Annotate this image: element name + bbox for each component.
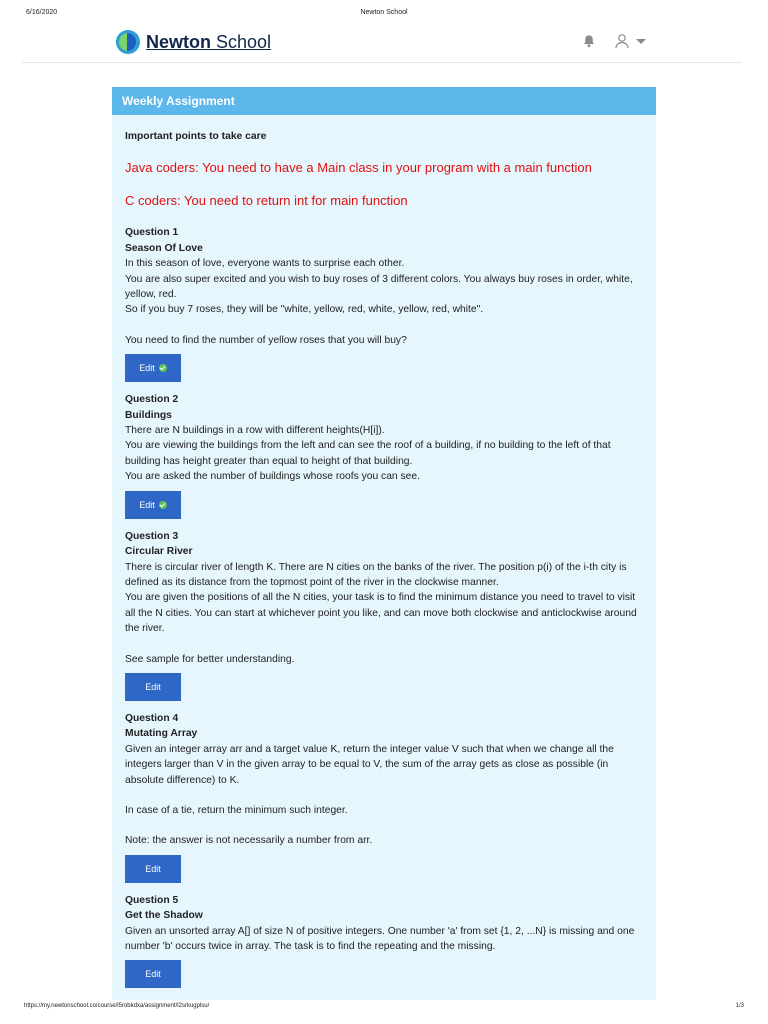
paragraph-gap	[125, 318, 642, 333]
user-icon	[614, 33, 630, 49]
question-number: Question 5	[125, 894, 179, 906]
check-circle-icon	[159, 501, 167, 509]
question-line: You are given the positions of all the N cities, your task is to find the minimum distance you need to travel to visit all the N cities. You can start at whichever point you like, and can move both clockwise and anticlockwise around the river.	[125, 592, 637, 635]
user-menu[interactable]	[614, 33, 646, 49]
print-url: https://my.newtonschool.co/course/l5robkdxa/assignment/l2srkugplsu/	[24, 1003, 210, 1009]
edit-button-label: Edit	[145, 681, 161, 692]
paragraph-gap	[125, 637, 642, 652]
question-title: Season Of Love	[125, 242, 203, 254]
question-text	[125, 560, 642, 667]
question-line: In case of a tie, return the minimum such integer.	[125, 804, 348, 816]
logo-icon	[116, 30, 140, 54]
question-title: Mutating Array	[125, 728, 198, 740]
question-title: Buildings	[125, 409, 172, 421]
question-line: So if you buy 7 roses, they will be "white, yellow, red, white, yellow, red, white".	[125, 304, 484, 316]
logo-link[interactable]	[116, 30, 271, 54]
question-2	[125, 392, 642, 528]
question-3	[125, 529, 642, 711]
question-number: Question 1	[125, 227, 179, 239]
question-text	[125, 924, 642, 955]
paragraph-gap	[125, 788, 642, 803]
question-line: In this season of love, everyone wants to surprise each other.	[125, 258, 405, 270]
edit-button[interactable]	[125, 354, 181, 382]
chevron-down-icon	[636, 39, 646, 44]
question-list	[125, 225, 642, 998]
print-title: Newton School	[360, 9, 408, 16]
print-date: 6/16/2020	[26, 9, 58, 16]
question-number: Question 4	[125, 712, 179, 724]
question-line: There are N buildings in a row with different heights(H[i]).	[125, 425, 385, 437]
edit-button-label: Edit	[139, 363, 155, 374]
brand-regular: School	[216, 31, 272, 52]
question-text	[125, 256, 642, 348]
bell-icon[interactable]	[582, 34, 596, 48]
question-line: There is circular river of length K. There are N cities on the banks of the river. The position p(i) of the i-th city is defined as its distance from the topmost point of the river in the clockwise manner.	[125, 561, 627, 588]
question-number: Question 2	[125, 394, 179, 406]
question-4	[125, 711, 642, 893]
question-line: Given an integer array arr and a target value K, return the integer value V such that when we change all the integers larger than V in the given array to be equal to V, the sum of the array gets as close as possible (in absolute difference) to K.	[125, 743, 614, 786]
question-line: Given an unsorted array A[] of size N of positive integers. One number 'a' from set {1, 2, ...N} is missing and one number 'b' occurs twice in array. The task is to find the repeating and the missing.	[125, 925, 635, 952]
question-line: Note: the answer is not necessarily a number from arr.	[125, 835, 373, 847]
question-1	[125, 225, 642, 392]
edit-button[interactable]	[125, 491, 181, 519]
question-title: Get the Shadow	[125, 910, 203, 922]
print-header	[0, 9, 768, 21]
question-line: See sample for better understanding.	[125, 653, 295, 665]
edit-button-label: Edit	[145, 969, 161, 980]
navbar	[22, 26, 742, 63]
panel-title: Weekly Assignment	[112, 87, 656, 115]
question-text	[125, 423, 642, 485]
edit-button[interactable]	[125, 673, 181, 701]
edit-button-label: Edit	[139, 499, 155, 510]
question-text	[125, 742, 642, 849]
question-line: You are viewing the buildings from the left and can see the roof of a building, if no building to the left of that building has height greater than equal to height of that building.	[125, 440, 611, 467]
paragraph-gap	[125, 818, 642, 833]
question-5	[125, 893, 642, 999]
edit-button-label: Edit	[145, 863, 161, 874]
check-circle-icon	[159, 364, 167, 372]
question-line: You are also super excited and you wish to buy roses of 3 different colors. You always buy roses in order, white, yellow, red.	[125, 273, 633, 301]
question-line: You need to find the number of yellow roses that you will buy?	[125, 334, 407, 346]
edit-button[interactable]	[125, 855, 181, 883]
edit-button[interactable]	[125, 960, 181, 988]
print-page: 1/3	[735, 1003, 744, 1009]
java-note: Java coders: You need to have a Main class in your program with a main function	[125, 160, 592, 176]
c-note: C coders: You need to return int for main function	[125, 193, 408, 209]
important-heading: Important points to take care	[125, 131, 267, 142]
assignment-panel	[112, 115, 656, 1000]
question-title: Circular River	[125, 546, 193, 558]
nav-actions	[582, 33, 646, 49]
question-line: You are asked the number of buildings whose roofs you can see.	[125, 471, 420, 483]
brand-bold: Newton	[146, 31, 211, 52]
brand-name	[146, 32, 271, 53]
question-number: Question 3	[125, 530, 179, 542]
